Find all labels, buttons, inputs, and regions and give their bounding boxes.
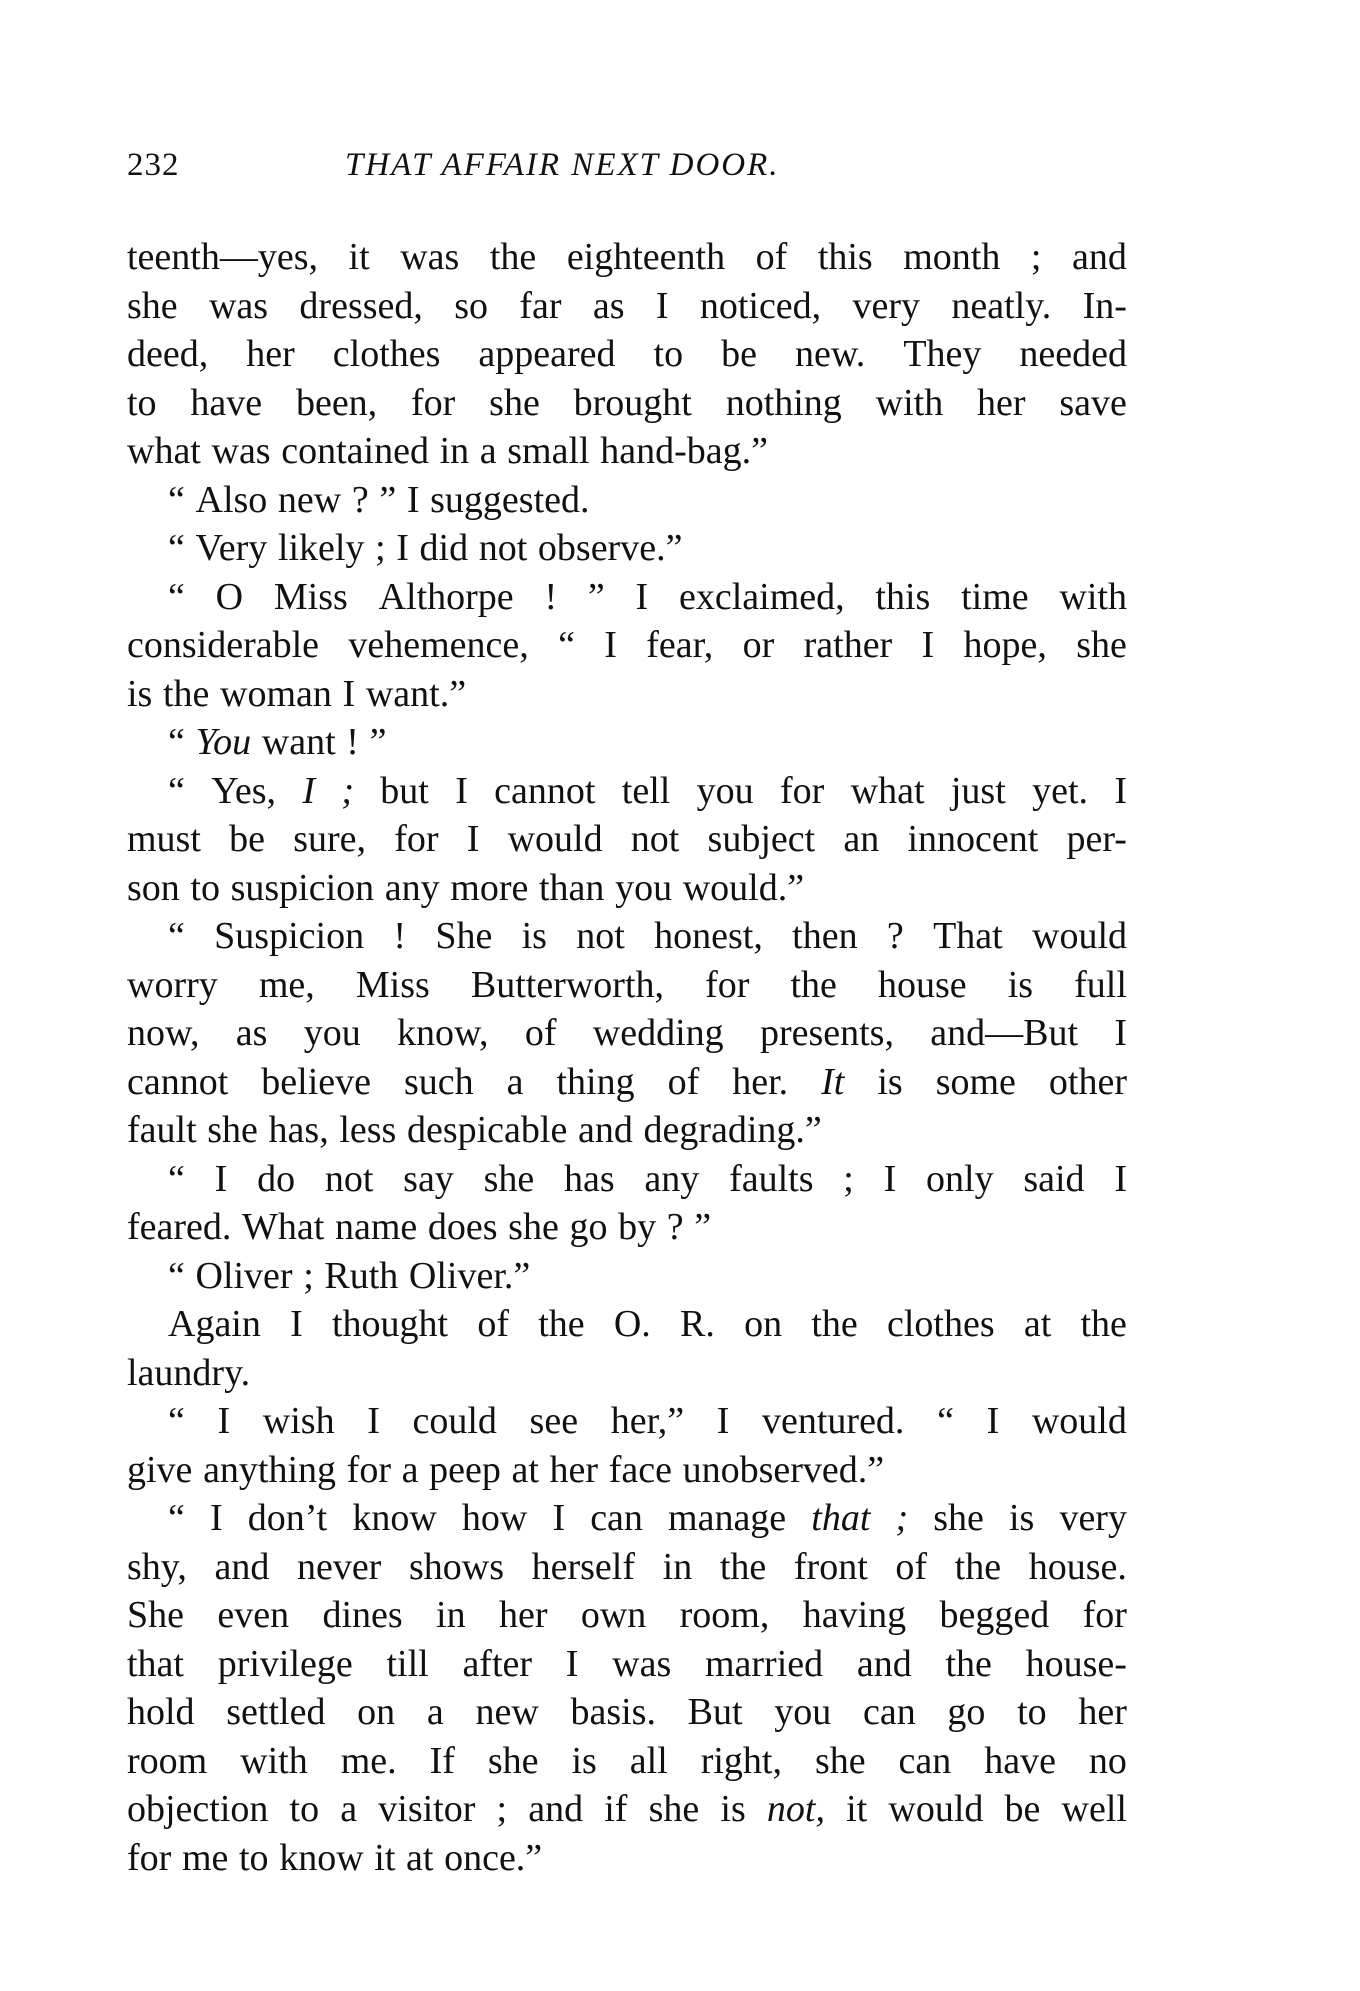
text-line: “ Suspicion ! She is not honest, then ? That would bbox=[168, 915, 1127, 957]
text-line: “ Yes, I ; but I cannot tell you for what just yet. I bbox=[168, 769, 1127, 812]
text-line: objection to a visitor ; and if she is not, it would be well bbox=[127, 1788, 1127, 1830]
text-line: “ Very likely ; I did not observe.” bbox=[168, 527, 683, 569]
text-line: Again I thought of the O. R. on the clothes at the bbox=[168, 1303, 1127, 1345]
text-line: hold settled on a new basis. But you can go to her bbox=[127, 1691, 1127, 1733]
text-line: son to suspicion any more than you would.” bbox=[127, 866, 805, 909]
text-line: room with me. If she is all right, she can have no bbox=[127, 1739, 1127, 1782]
text-line: fault she has, less despicable and degrading.” bbox=[127, 1109, 822, 1151]
text-line: to have been, for she brought nothing with her save bbox=[127, 381, 1127, 424]
text-line: give anything for a peep at her face unobserved.” bbox=[127, 1448, 885, 1491]
text-line: “ Oliver ; Ruth Oliver.” bbox=[168, 1254, 531, 1297]
running-title: THAT AFFAIR NEXT DOOR. bbox=[345, 147, 780, 183]
text-line: deed, her clothes appeared to be new. They needed bbox=[127, 333, 1127, 375]
text-line: what was contained in a small hand-bag.” bbox=[127, 430, 768, 472]
text-line: “ I do not say she has any faults ; I only said I bbox=[168, 1157, 1127, 1200]
text-line: she was dressed, so far as I noticed, very neatly. In- bbox=[127, 284, 1127, 327]
text-line: now, as you know, of wedding presents, and—But I bbox=[127, 1012, 1127, 1054]
text-line: “ O Miss Althorpe ! ” I exclaimed, this time with bbox=[168, 575, 1127, 618]
text-line: She even dines in her own room, having begged for bbox=[127, 1594, 1127, 1636]
text-line: teenth—yes, it was the eighteenth of this month ; and bbox=[127, 236, 1127, 278]
running-head bbox=[127, 145, 1127, 185]
text-line: “ I wish I could see her,” I ventured. “ I would bbox=[168, 1400, 1127, 1442]
text-line: “ You want ! ” bbox=[168, 721, 387, 763]
text-line: for me to know it at once.” bbox=[127, 1836, 543, 1879]
text-line: “ I don’t know how I can manage that ; she is very bbox=[168, 1497, 1127, 1539]
text-line: must be sure, for I would not subject an innocent per- bbox=[127, 818, 1127, 860]
text-line: cannot believe such a thing of her. It is some other bbox=[127, 1060, 1127, 1103]
text-line: “ Also new ? ” I suggested. bbox=[168, 478, 590, 521]
body-text bbox=[127, 233, 1127, 1882]
text-line: is the woman I want.” bbox=[127, 672, 467, 715]
page-number: 232 bbox=[127, 147, 180, 183]
text-line: laundry. bbox=[127, 1351, 251, 1394]
text-line: worry me, Miss Butterworth, for the house is full bbox=[127, 963, 1127, 1006]
text-line: shy, and never shows herself in the front of the house. bbox=[127, 1545, 1127, 1588]
text-line: that privilege till after I was married and the house- bbox=[127, 1642, 1127, 1685]
text-line: feared. What name does she go by ? ” bbox=[127, 1206, 712, 1248]
text-line: considerable vehemence, “ I fear, or rather I hope, she bbox=[127, 624, 1127, 666]
